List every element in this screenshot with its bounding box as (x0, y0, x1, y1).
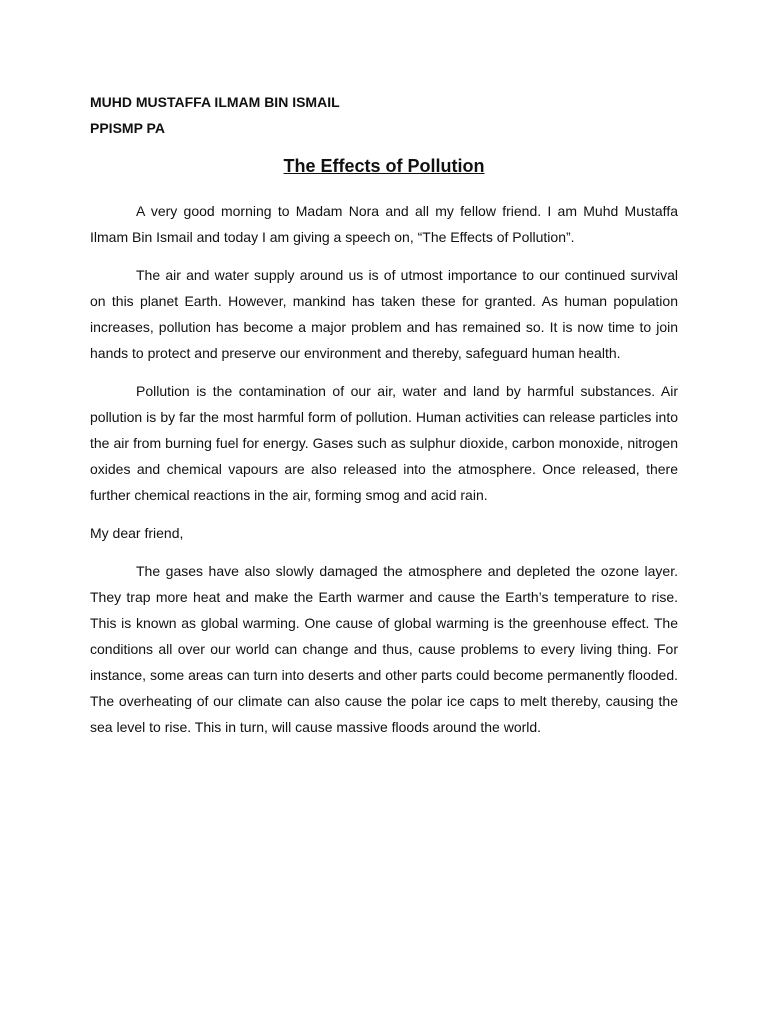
paragraph-address: My dear friend, (90, 525, 184, 541)
author-name: MUHD MUSTAFFA ILMAM BIN ISMAIL (90, 94, 340, 110)
document-title: The Effects of Pollution (283, 156, 485, 176)
paragraph-global-warming: The gases have also slowly damaged the atmosphere and depleted the ozone layer. They trap more heat and make the Earth warmer and cause the Earth’s temperature to rise. This is known as global warming. One cause of global warming is the greenhouse effect. The conditions all over our world can change and thus, cause problems to every living thing. For instance, some areas can turn into deserts and other parts could become permanently flooded. The overheating of our climate can also cause the polar ice caps to melt thereby, causing the sea level to rise. This in turn, will cause massive floods around the world. (90, 563, 678, 735)
paragraph-definition: Pollution is the contamination of our air, water and land by harmful substances. Air pollution is by far the most harmful form of pollution. Human activities can release particles into the air from burning fuel for energy. Gases such as sulphur dioxide, carbon monoxide, nitrogen oxides and chemical vapours are also released into the atmosphere. Once released, there further chemical reactions in the air, forming smog and acid rain. (90, 383, 678, 503)
paragraph-greeting: A very good morning to Madam Nora and all my fellow friend. I am Muhd Mustaffa Ilmam Bin Ismail and today I am giving a speech on, “The Effects of Pollution”. (90, 203, 678, 245)
document-body (90, 198, 678, 740)
program-name: PPISMP PA (90, 120, 165, 136)
paragraph-importance: The air and water supply around us is of utmost importance to our continued survival on this planet Earth. However, mankind has taken these for granted. As human population increases, pollution has become a major problem and has remained so. It is now time to join hands to protect and preserve our environment and thereby, safeguard human health. (90, 267, 678, 361)
header-block (90, 89, 340, 141)
